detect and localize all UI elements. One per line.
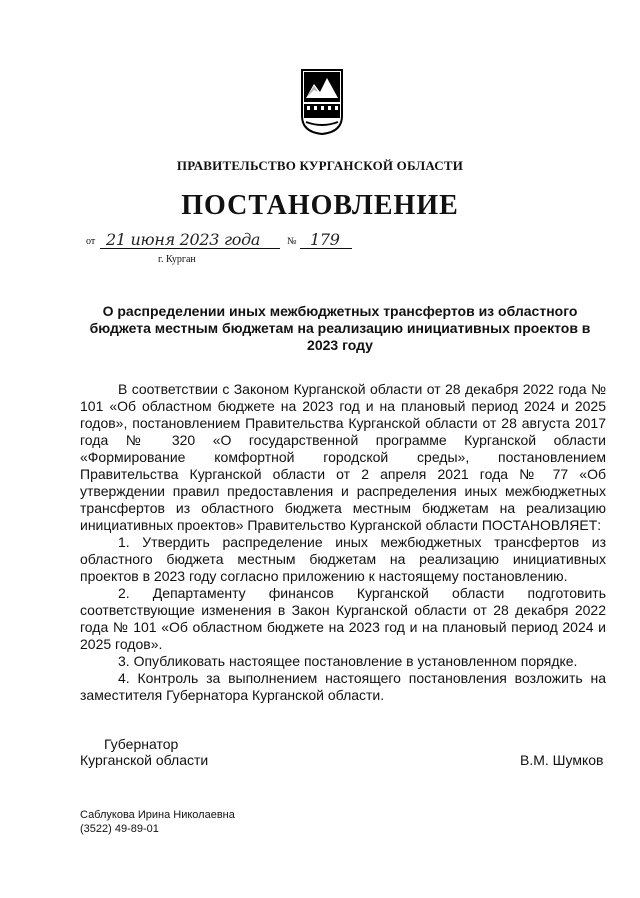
body-item-2: 2. Департаменту финансов Курганской области подготовить соответствующие изменения в Закон Курганской области от 28 декабря 2022 года № 101 «Об областном бюджете на 2023 год и на плановый период 2024 и 2025 годов».: [80, 585, 606, 652]
document-body: [80, 381, 606, 704]
government-name: ПРАВИТЕЛЬСТВО КУРГАНСКОЙ ОБЛАСТИ: [176, 158, 464, 173]
body-item-1: 1. Утвердить распределение иных межбюджетных трансфертов из областного бюджета местным бюджетам на реализацию инициативных проектов в 2023 году согласно приложению к настоящему постановлению.: [80, 534, 606, 584]
date-from-label: от: [86, 236, 96, 247]
signer-name: В.М. Шумков: [520, 752, 604, 768]
body-intro-paragraph: В соответствии с Законом Курганской области от 28 декабря 2022 года № 101 «Об областном бюджете на 2023 год и на плановый период 2024 и 2025 годов», постановлением Правительства Курганской области от 28 августа 2017 года № 320 «О государственной программе Курганской области «Формирование комфортной городской среды», постановлением Правительства Курганской области от 2 апреля 2021 года № 77 «Об утверждении правил предоставления и распределения иных межбюджетных трансфертов из областного бюджета местным бюджетам на реализацию инициативных проектов» Правительство Курганской области ПОСТАНОВЛЯЕТ:: [80, 381, 606, 533]
number-label: №: [287, 236, 297, 247]
document-title: О распределении иных межбюджетных трансфертов из областного бюджета местным бюджетам на реализацию инициативных проектов в 2023 году: [89, 303, 591, 353]
signer-position-line1: Губернатор: [104, 736, 179, 752]
executor-phone: (3522) 49-89-01: [80, 823, 159, 835]
body-item-3: 3. Опубликовать настоящее постановление в установленном порядке.: [118, 653, 578, 669]
coat-of-arms-emblem: [300, 68, 344, 136]
body-item-4: 4. Контроль за выполнением настоящего постановления возложить на заместителя Губернатора Курганской области.: [80, 670, 606, 703]
executor-name: Саблукова Ирина Николаевна: [80, 809, 235, 821]
date-handwritten: 21 июня 2023 года: [106, 230, 261, 249]
document-type-heading: ПОСТАНОВЛЕНИЕ: [181, 190, 459, 221]
signer-position-line2: Курганской области: [80, 752, 209, 768]
city-label: г. Курган: [158, 254, 196, 265]
number-handwritten: 179: [310, 230, 340, 249]
